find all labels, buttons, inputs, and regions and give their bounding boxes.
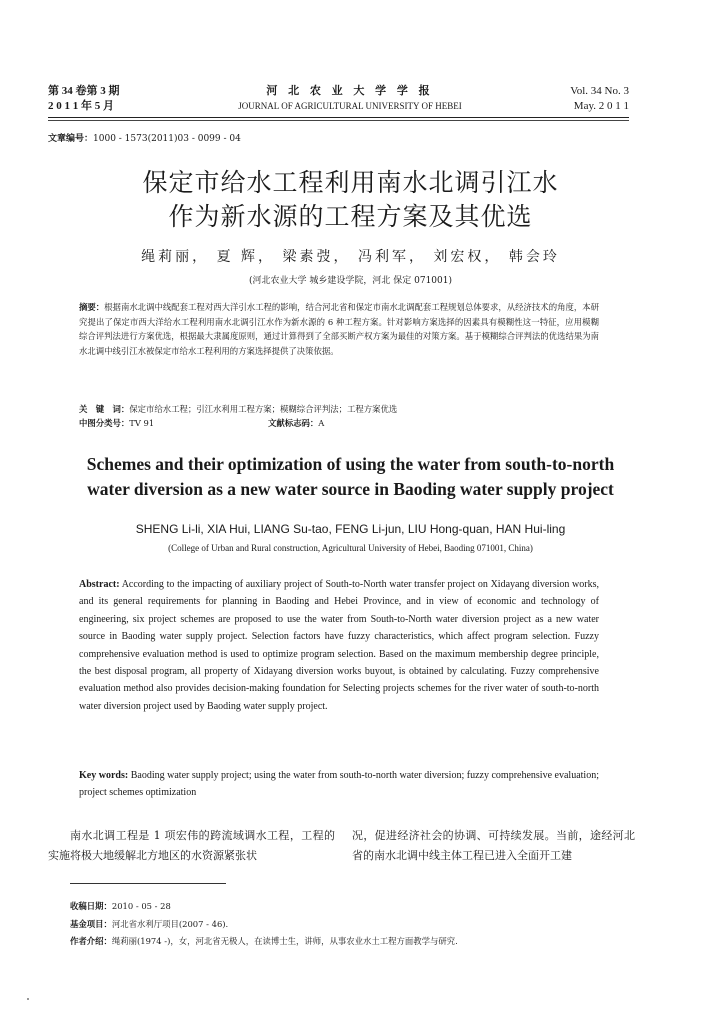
title-cn-line1: 保定市给水工程利用南水北调引江水: [142, 168, 559, 197]
footnote-author-value: 绳莉丽(1974 -)，女，河北省无极人，在读博士生，讲师，从事农业水土工程方面教学与研究.: [111, 936, 458, 946]
abstract-en-label: Abstract:: [79, 579, 120, 590]
keywords-en-label: Key words:: [79, 770, 129, 781]
title-en: [50, 452, 651, 502]
footnote-received-label: 收稿日期：: [70, 901, 112, 911]
title-en-line2: water diversion as a new water source in Baoding water supply project: [87, 479, 614, 499]
title-cn: [60, 166, 641, 234]
header-rule-thin: [48, 120, 629, 121]
abstract-en-text: According to the impacting of auxiliary project of South-to-North water transfer project on Xidayang diversion works, and its general requirements for planning in Baoding and Hebei Province, and in view of economic and technology of engineering, six project schemes are proposed to use the water from South-to-North water diversion project as a new water source in Baoding water supply project. Selection factors have fuzzy characteristics, which affect program selection. Fuzzy comprehensive evaluation method is used to optimize program selection. Based on the maximum membership degree principle, the best disposal program, all property of Xidayang diversion works buyout, is obtained by calculating. Fuzzy comprehensive evaluation method also provides decision-making foundation for Selecting projects schemes for the river water of south-to-north water diversion project used by Baoding water supply project.: [79, 579, 600, 712]
footnote-author: [70, 933, 458, 951]
abstract-cn: [79, 300, 599, 358]
journal-title-en: JOURNAL OF AGRICULTURAL UNIVERSITY OF HEBEI: [238, 101, 462, 111]
document-code-cn: [268, 416, 324, 430]
footnote-rule: [70, 883, 226, 884]
classification-value: TV 91: [129, 418, 155, 428]
footnote-received-value: 2010 - 05 - 28: [111, 901, 171, 911]
authors-en: SHENG Li-li, XIA Hui, LIANG Su-tao, FENG Li-jun, LIU Hong-quan, HAN Hui-ling: [135, 522, 566, 536]
header-issue-en: [570, 84, 629, 114]
journal-title-cn: 河 北 农 业 大 学 学 报: [266, 85, 434, 97]
keywords-cn-text: 保定市给水工程；引江水利用工程方案；模糊综合评判法；工程方案优选: [129, 404, 398, 414]
footnote-fund-value: 河北省水利厅项目(2007 - 46).: [111, 918, 229, 929]
date-cn: 2 0 1 1 年 5 月: [48, 100, 114, 112]
keywords-cn: [79, 402, 599, 416]
body-column-left: 南水北调工程是 1 项宏伟的跨流域调水工程，工程的实施将极大地缓解北方地区的水资源紧张状: [48, 829, 335, 862]
abstract-cn-text: 根据南水北调中线配套工程对西大洋引水工程的影响，结合河北省和保定市南水北调配套工程规划总体要求，从经济技术的角度，本研究提出了保定市西大洋给水工程利用南水北调引江水作为新水源的 6 种工程方案。针对影响方案选择的因素具有模糊性这一特征，应用模糊综合评判法进行方案优选，根据最大隶属度原则，通过计算得到了全部买断产权方案为最佳的对策方案。基于模糊综合评判法的优选结果为南水北调中线引江水被保定市给水工程利用的方案选择提供了决策依据。: [79, 302, 600, 356]
title-en-line1: Schemes and their optimization of using the water from south-to-north: [86, 454, 615, 474]
footnote-author-label: 作者介绍：: [70, 936, 112, 946]
keywords-en-text: Baoding water supply project; using the water from south-to-north water diversion; fuzzy comprehensive evaluation; project schemes optimization: [79, 770, 599, 799]
footnote-fund: [70, 916, 458, 934]
footnotes: [70, 898, 458, 951]
header-journal: [200, 84, 500, 114]
title-cn-line2: 作为新水源的工程方案及其优选: [168, 202, 533, 231]
article-number-label: 文章编号：: [48, 134, 94, 144]
document-code-value: A: [318, 418, 325, 428]
article-number-value: 1000 - 1573(2011)03 - 0099 - 04: [93, 134, 241, 144]
header-rule-thick: [48, 117, 629, 118]
classification-cn: [79, 416, 154, 430]
date-en: May. 2 0 1 1: [573, 100, 629, 112]
keywords-en: [79, 767, 599, 802]
document-code-label: 文献标志码：: [268, 418, 319, 428]
classification-label: 中图分类号：: [79, 418, 130, 428]
affiliation-en: (College of Urban and Rural construction, Agricultural University of Hebei, Baoding 071001, China): [168, 543, 533, 553]
keywords-cn-label: 关 键 词：: [79, 404, 130, 414]
volume-en: Vol. 34 No. 3: [570, 85, 629, 97]
footnote-received: [70, 898, 458, 916]
footnote-fund-label: 基金项目：: [70, 918, 112, 929]
abstract-cn-label: 摘要：: [79, 302, 105, 312]
volume-cn: 第 34 卷第 3 期: [48, 85, 120, 97]
article-number: [48, 131, 241, 144]
affiliation-cn: (河北农业大学 城乡建设学院，河北 保定 071001): [249, 276, 452, 286]
scan-speck: [27, 998, 29, 1000]
abstract-en: [79, 576, 599, 715]
body-column-right: 况，促进经济社会的协调、可持续发展。当前，途经河北省的南水北调中线主体工程已进入全面开工建: [352, 829, 635, 862]
authors-cn: 绳莉丽， 夏 辉， 梁素弢， 冯利军， 刘宏权， 韩会玲: [141, 249, 560, 265]
header-issue-cn: [48, 84, 120, 114]
